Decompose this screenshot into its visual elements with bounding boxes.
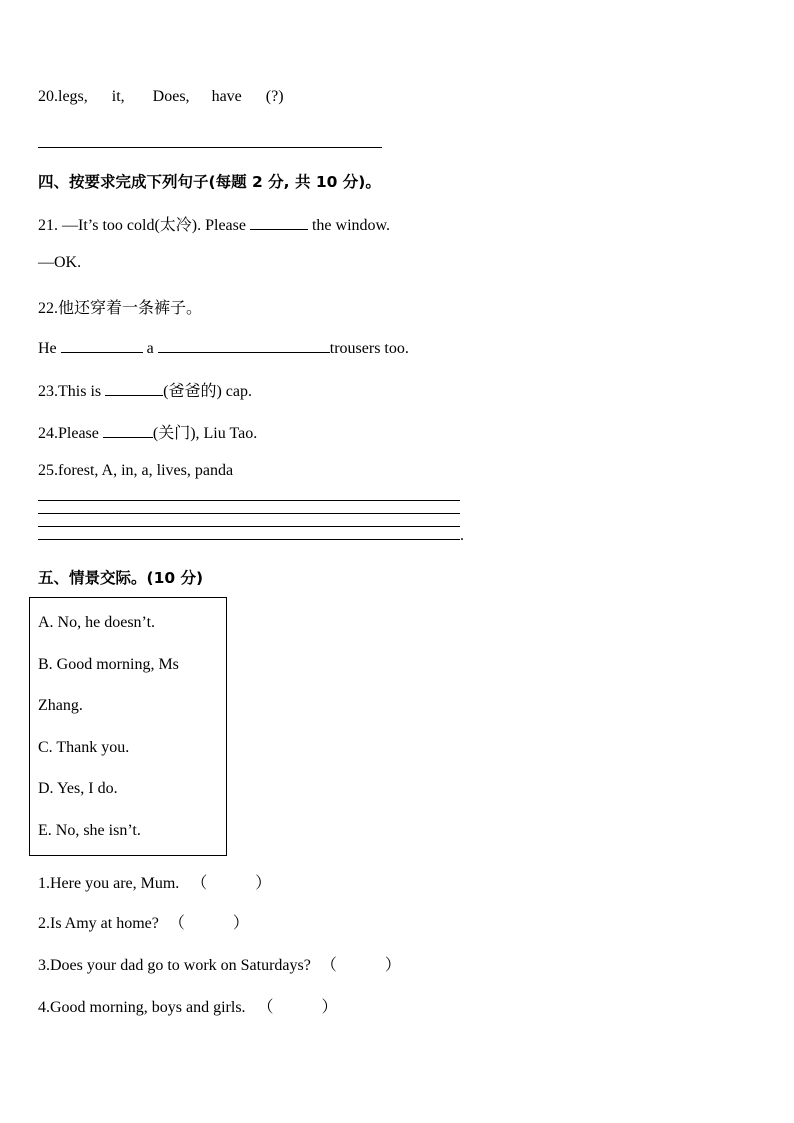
q20-word: it, bbox=[111, 88, 125, 105]
option-b: B. Good morning, Ms bbox=[38, 656, 179, 673]
q25-answer-line[interactable] bbox=[38, 513, 460, 514]
q24-text: (关门), Liu Tao. bbox=[152, 425, 258, 442]
q21-text: the window. bbox=[311, 217, 391, 234]
q21-reply: —OK. bbox=[38, 254, 82, 271]
q23-text: 23.This is bbox=[38, 383, 106, 400]
dialog-question-4 bbox=[38, 994, 338, 1017]
q25-prompt: 25.forest, A, in, a, lives, panda bbox=[38, 462, 234, 479]
q20-word: legs, bbox=[58, 88, 88, 105]
q20-word: Does, bbox=[152, 88, 190, 105]
options-box bbox=[29, 597, 227, 856]
q22-line bbox=[38, 338, 409, 358]
q20-word: have bbox=[211, 88, 242, 105]
dialog-question-1 bbox=[38, 870, 271, 893]
q25-answer-line[interactable] bbox=[38, 500, 460, 501]
q24-text: 24.Please bbox=[38, 425, 103, 442]
option-d: D. Yes, I do. bbox=[38, 780, 118, 797]
option-e: E. No, she isn’t. bbox=[38, 822, 141, 839]
question-text: 4.Good morning, boys and girls. bbox=[38, 999, 246, 1016]
q22-text: a bbox=[146, 340, 158, 357]
answer-paren[interactable]: （ ） bbox=[191, 875, 272, 892]
q22-text: He bbox=[38, 340, 61, 357]
q21-line bbox=[38, 212, 390, 235]
question-text: 2.Is Amy at home? bbox=[38, 915, 159, 932]
option-a: A. No, he doesn’t. bbox=[38, 614, 156, 631]
q24-line bbox=[38, 420, 257, 443]
q20-answer-line[interactable] bbox=[38, 147, 382, 148]
q23-text: (爸爸的) cap. bbox=[163, 383, 252, 400]
answer-paren[interactable]: （ ） bbox=[168, 915, 249, 932]
dialog-question-2 bbox=[38, 910, 249, 933]
q20-line bbox=[38, 88, 284, 106]
answer-paren[interactable]: （ ） bbox=[320, 957, 401, 974]
question-text: 3.Does your dad go to work on Saturdays? bbox=[38, 957, 311, 974]
section4-title: 四、按要求完成下列句子(每题 2 分, 共 10 分)。 bbox=[38, 173, 381, 191]
q22-chinese: 22.他还穿着一条裤子。 bbox=[38, 300, 203, 317]
question-text: 1.Here you are, Mum. bbox=[38, 875, 180, 892]
section5-title: 五、情景交际。(10 分) bbox=[38, 569, 204, 587]
q23-blank[interactable] bbox=[105, 381, 163, 396]
q24-blank[interactable] bbox=[103, 423, 153, 438]
q22-text: trousers too. bbox=[329, 340, 409, 357]
option-b-cont: Zhang. bbox=[38, 697, 83, 714]
q22-blank-1[interactable] bbox=[61, 338, 143, 353]
answer-paren[interactable]: （ ） bbox=[257, 999, 338, 1016]
q25-answer-line[interactable] bbox=[38, 526, 460, 527]
q20-word: (?) bbox=[265, 88, 284, 105]
option-c: C. Thank you. bbox=[38, 739, 130, 756]
q25-answer-line[interactable] bbox=[38, 539, 460, 540]
q25-end-mark: . bbox=[460, 527, 464, 544]
q20-number: 20. bbox=[38, 88, 58, 105]
q21-blank[interactable] bbox=[250, 215, 308, 230]
q23-line bbox=[38, 378, 252, 401]
dialog-question-3 bbox=[38, 952, 401, 975]
q21-text: 21. —It’s too cold(太冷). Please bbox=[38, 217, 250, 234]
q22-blank-2[interactable] bbox=[158, 338, 330, 353]
